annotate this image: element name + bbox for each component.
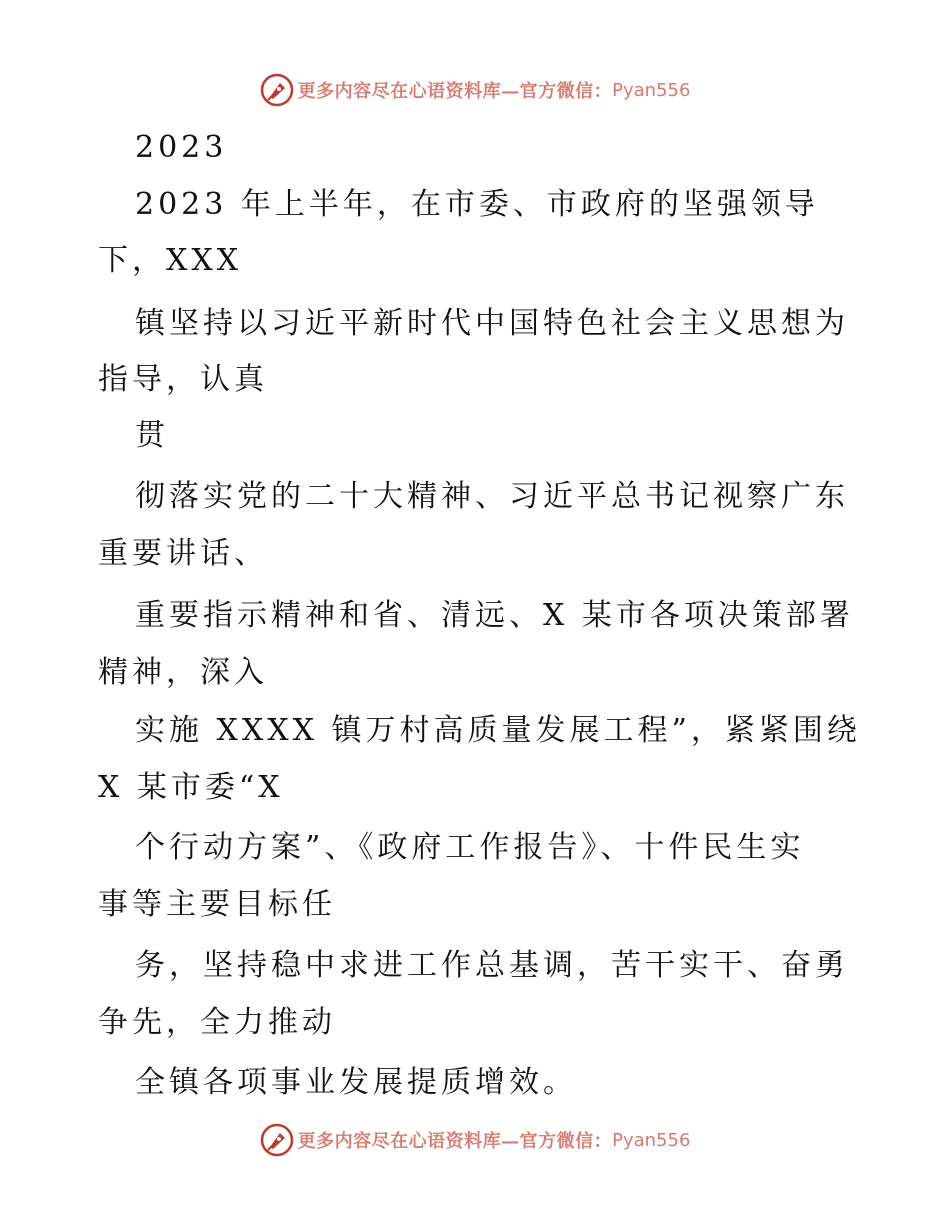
paragraph-line: 个行动方案”、《政府工作报告》、十件民生实 bbox=[135, 830, 805, 865]
pen-nib-logo-icon bbox=[260, 1123, 294, 1157]
watermark-banner-top bbox=[0, 70, 950, 110]
watermark-wechat-id: Pyan556 bbox=[612, 1129, 691, 1151]
pen-nib-logo-icon bbox=[260, 73, 294, 107]
paragraph-line: 争先，全力推动 bbox=[98, 1005, 336, 1040]
paragraph-line: 重要指示精神和省、清远、X 某市各项决策部署 bbox=[135, 598, 854, 633]
paragraph-line: 全镇各项事业发展提质增效。 bbox=[135, 1065, 577, 1100]
paragraph-line: X 某市委“X bbox=[98, 770, 284, 805]
paragraph-line: 实施 XXXX 镇万村高质量发展工程”，紧紧围绕 bbox=[135, 713, 861, 748]
paragraph-line: 下，XXX bbox=[98, 243, 243, 278]
paragraph-line: 镇坚持以习近平新时代中国特色社会主义思想为 bbox=[135, 306, 849, 341]
watermark-banner-bottom bbox=[0, 1120, 950, 1160]
paragraph-line: 精神，深入 bbox=[98, 655, 268, 690]
watermark-text: 更多内容尽在心语资料库—官方微信： bbox=[297, 1131, 613, 1152]
paragraph-line: 事等主要目标任 bbox=[98, 887, 336, 922]
paragraph-line: 指导，认真 bbox=[98, 362, 268, 397]
paragraph-line: 贯 bbox=[135, 418, 169, 453]
paragraph-line: 2023 年上半年，在市委、市政府的坚强领导 bbox=[135, 187, 819, 222]
paragraph-line: 彻落实党的二十大精神、习近平总书记视察广东 bbox=[135, 479, 849, 514]
paragraph-line: 2023 bbox=[135, 130, 228, 165]
paragraph-line: 重要讲话、 bbox=[98, 536, 268, 571]
paragraph-line: 务，坚持稳中求进工作总基调，苦干实干、奋勇 bbox=[135, 948, 849, 983]
watermark-text: 更多内容尽在心语资料库—官方微信： bbox=[297, 81, 613, 102]
watermark-wechat-id: Pyan556 bbox=[612, 79, 691, 101]
